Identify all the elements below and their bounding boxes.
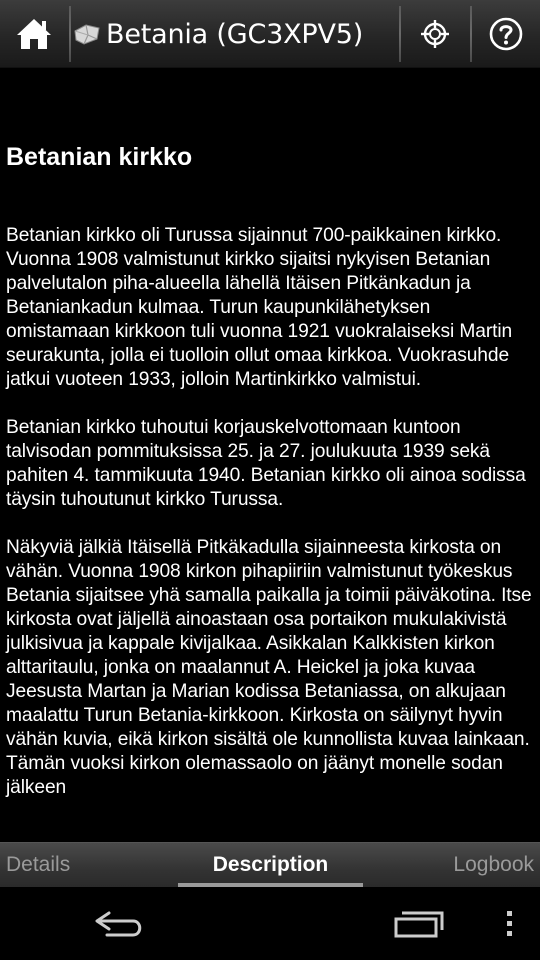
page-title: Betania (GC3XPV5)	[106, 18, 364, 50]
tab-details[interactable]: Details	[6, 853, 71, 876]
home-icon	[16, 18, 52, 50]
tab-bar	[0, 842, 540, 887]
back-icon	[93, 909, 147, 939]
home-button[interactable]	[0, 0, 68, 68]
help-button[interactable]	[472, 0, 540, 68]
description-paragraph: Näkyviä jälkiä Itäisellä Pitkäkadulla sijainneesta kirkosta on vähän. Vuonna 1908 kirkon pihapiiriin valmistunut työkeskus Betania sijaitsee yhä samalla paikalla ja toimii päiväkotina. Itse kirkosta ovat jäljellä ainoastaan osa portaikon mukulakivistä julkisivua ja kappale kivijalkaa. Asikkalan Kalkkisten kirkon alttaritaulu, jonka on maalannut A. Heickel ja joka kuvaa Jeesusta Martan ja Marian kodissa Betaniassa, on alkujaan maalattu Turun Betania-kirkkoon. Kirkosta on säilynyt hyvin vähän kuvia, eikä kirkon sisältä ole kunnollista kuvaa lainkaan. Tämän vuoksi kirkon olemassaolo on jäänyt monelle sodan jälkeen	[6, 537, 532, 798]
description-heading: Betanian kirkko	[6, 143, 193, 171]
back-button[interactable]	[80, 887, 160, 960]
cache-title	[72, 0, 398, 68]
recents-icon	[392, 909, 448, 939]
overflow-menu-icon	[505, 910, 515, 938]
description-paragraph: Betanian kirkko tuhoutui korjauskelvottomaan kuntoon talvisodan pommituksissa 25. ja 27. joulukuuta 1939 sekä pahiten 4. tammikuuta 1940. Betanian kirkko oli ainoa sodissa täysin tuhoutunut kirkko Turussa.	[6, 417, 526, 510]
action-bar	[0, 0, 540, 68]
cache-type-icon	[72, 21, 102, 47]
tab-description[interactable]: Description	[212, 853, 329, 876]
description-body	[6, 224, 538, 824]
navigate-button[interactable]	[401, 0, 469, 68]
target-icon	[421, 20, 449, 48]
recents-button[interactable]	[380, 887, 460, 960]
help-icon	[489, 17, 523, 51]
toolbar-separator	[69, 6, 71, 62]
tab-logbook[interactable]: Logbook	[453, 853, 534, 876]
description-content[interactable]	[0, 69, 540, 842]
overflow-menu-button[interactable]	[490, 887, 530, 960]
system-nav-bar	[0, 887, 540, 960]
description-paragraph: Betanian kirkko oli Turussa sijainnut 700-paikkainen kirkko. Vuonna 1908 valmistunut kirkko sijaitsi nykyisen Betanian palvelutalon piha-alueella lähellä Itäisen Pitkänkadun ja Betaniankadun kulmaa. Turun kaupunkilähetyksen omistamaan kirkkoon tuli vuonna 1921 vuokralaiseksi Martin seurakunta, jolla ei tuolloin ollut omaa kirkkoa. Vuokrasuhde jatkui vuoteen 1933, jolloin Martinkirkko valmistui.	[6, 225, 513, 390]
